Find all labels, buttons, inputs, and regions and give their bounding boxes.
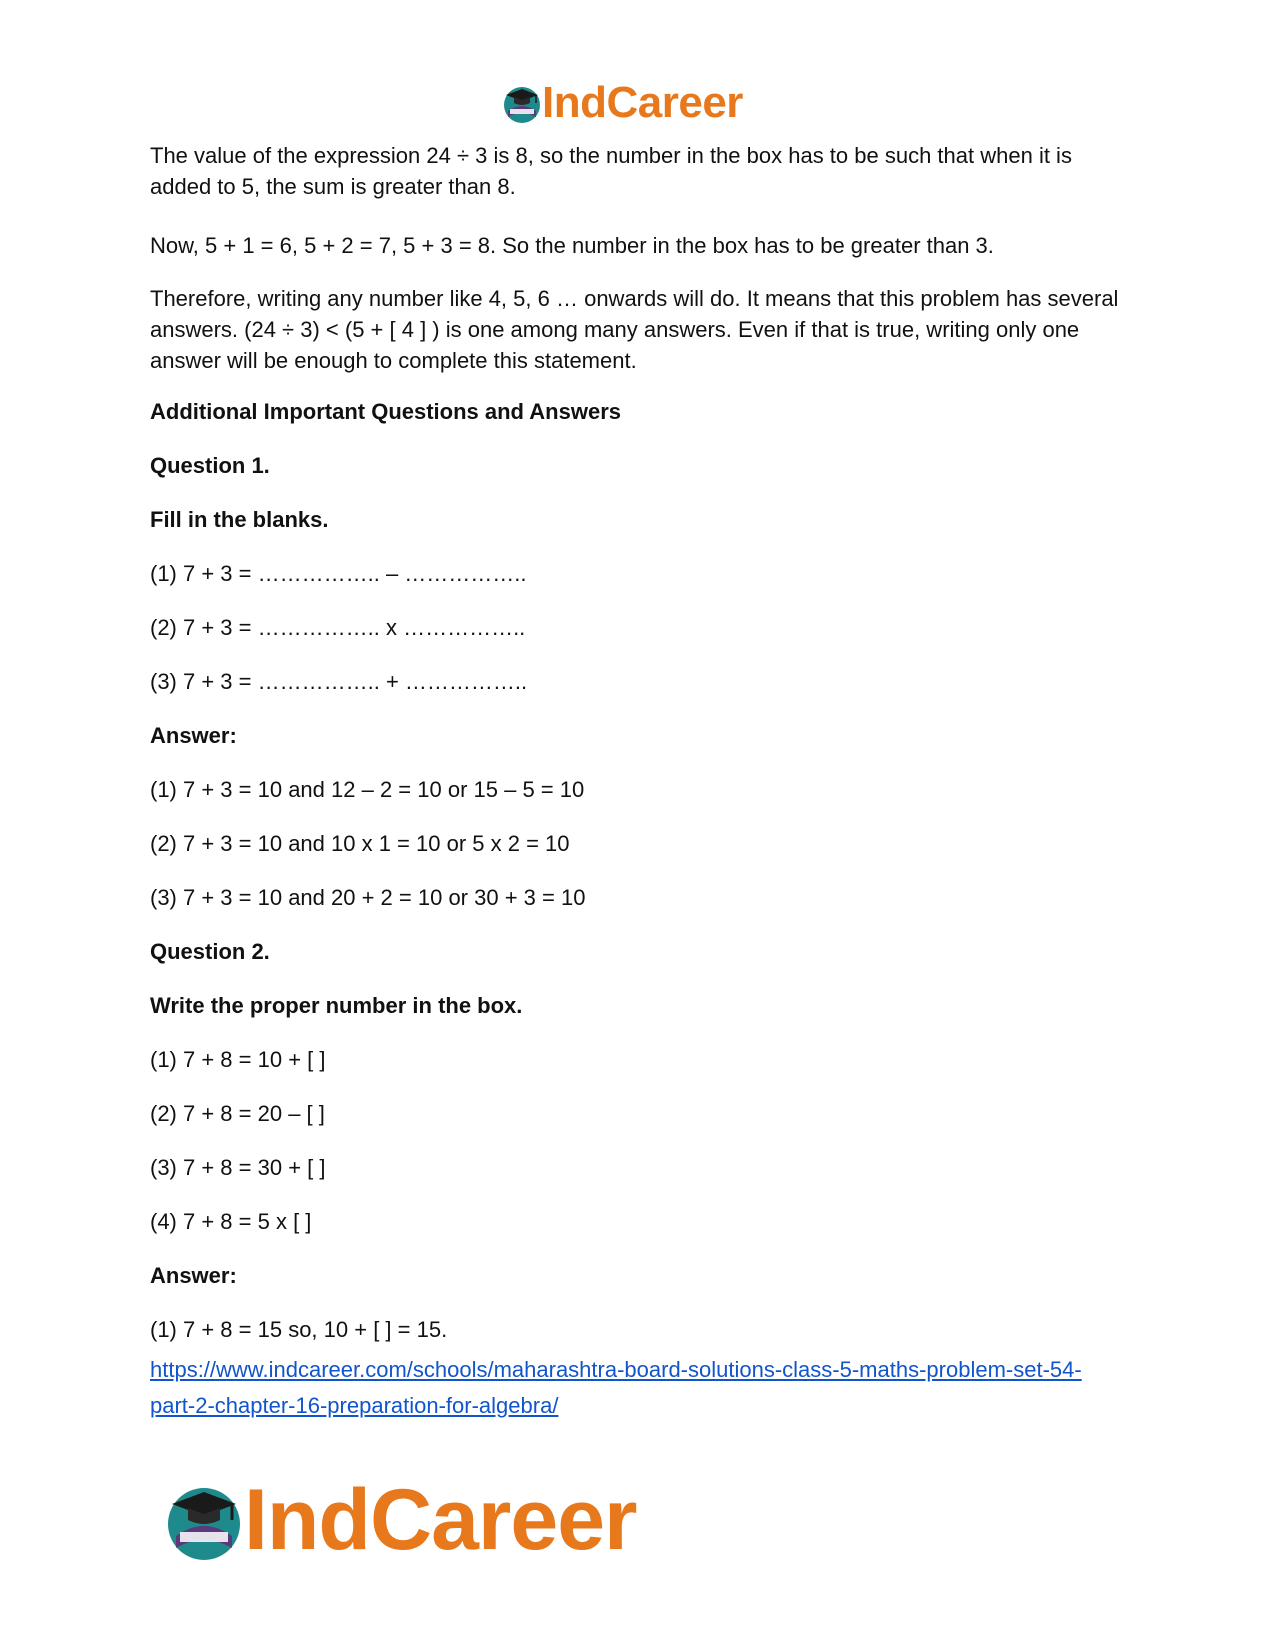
answer-label-1: Answer: xyxy=(150,723,237,748)
section-heading: Additional Important Questions and Answers xyxy=(150,399,622,424)
header-brand: IndCareer xyxy=(542,78,743,127)
q2-item: (1) 7 + 8 = 10 + [ ] xyxy=(150,1047,326,1072)
q1-answer: (2) 7 + 3 = 10 and 10 x 1 = 10 or 5 x 2 = 10 xyxy=(150,831,570,856)
question-1-title: Question 1. xyxy=(150,453,270,478)
question-1-prompt: Fill in the blanks. xyxy=(150,507,329,532)
q1-item: (1) 7 + 3 = …………….. – …………….. xyxy=(150,561,527,586)
answer-label-2: Answer: xyxy=(150,1263,237,1288)
graduation-cap-globe-icon xyxy=(500,81,544,125)
q1-item: (2) 7 + 3 = …………….. x …………….. xyxy=(150,615,526,640)
q1-answer: (3) 7 + 3 = 10 and 20 + 2 = 10 or 30 + 3 = 10 xyxy=(150,885,586,910)
question-2-title: Question 2. xyxy=(150,939,270,964)
header-logo xyxy=(500,78,780,128)
q1-answer: (1) 7 + 3 = 10 and 12 – 2 = 10 or 15 – 5 = 10 xyxy=(150,777,585,802)
paragraph-3: Therefore, writing any number like 4, 5, 6 … onwards will do. It means that this problem has several answers. (24 ÷ 3) < (5 + [ 4 ] ) is one among many answers. Even if that is true, writing only one answer will be enough to complete this statement. xyxy=(150,286,1119,373)
paragraph-1: The value of the expression 24 ÷ 3 is 8, so the number in the box has to be such that when it is added to 5, the sum is greater than 8. xyxy=(150,143,1072,199)
q2-item: (2) 7 + 8 = 20 – [ ] xyxy=(150,1101,325,1126)
q2-item: (4) 7 + 8 = 5 x [ ] xyxy=(150,1209,312,1234)
question-2-prompt: Write the proper number in the box. xyxy=(150,993,523,1018)
paragraph-2: Now, 5 + 1 = 6, 5 + 2 = 7, 5 + 3 = 8. So the number in the box has to be greater than 3. xyxy=(150,233,994,258)
source-link-line-1[interactable]: https://www.indcareer.com/schools/maharashtra-board-solutions-class-5-maths-problem-set-54- xyxy=(150,1357,1082,1382)
source-link-line-2[interactable]: part-2-chapter-16-preparation-for-algebra/ xyxy=(150,1393,559,1418)
q2-item: (3) 7 + 8 = 30 + [ ] xyxy=(150,1155,326,1180)
q1-item: (3) 7 + 3 = …………….. + …………….. xyxy=(150,669,528,694)
footer-brand: IndCareer xyxy=(244,1472,637,1568)
q2-answer: (1) 7 + 8 = 15 so, 10 + [ ] = 15. xyxy=(150,1317,448,1342)
graduation-cap-globe-icon xyxy=(160,1476,248,1564)
footer-logo xyxy=(160,1470,700,1570)
